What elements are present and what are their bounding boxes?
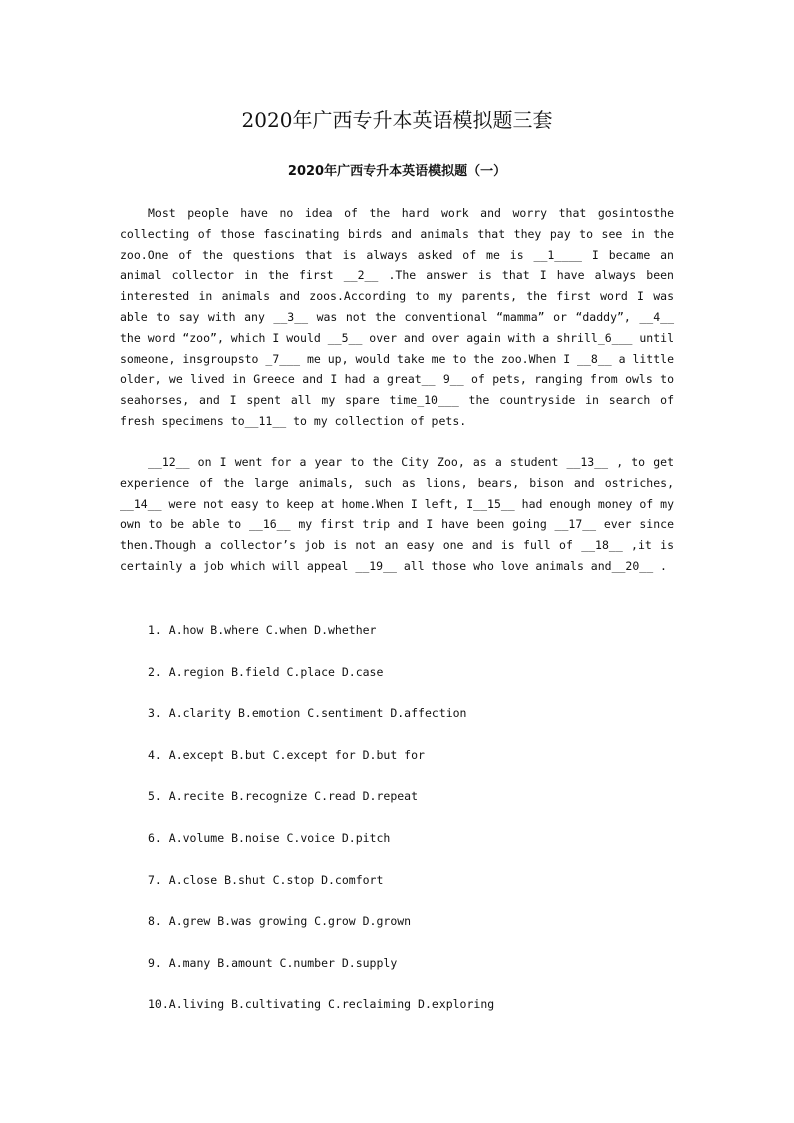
passage-paragraph-1: Most people have no idea of the hard work and worry that gosintosthe collecting of those fascinating birds and animals that they pay to see in the zoo.One of the questions that is always asked of me is __1____ I became an animal collector in the first __2__ .The answer is that I have always been interested in animals and zoos.According to my parents, the first word I was able to say with any __3__ was not the conventional “mamma” or “daddy”, __4__ the word “zoo”, which I would __5__ over and over again with a shrill_6___ until someone, insgroupsto _7___ me up, would take me to the zoo.When I __8__ a little older, we lived in Greece and I had a great__ 9__ of pets, ranging from owls to seahorses, and I spent all my spare time_10___ the countryside in search of fresh specimens to__11__ to my collection of pets. bbox=[120, 206, 674, 428]
option-item-3: 3. A.clarity B.emotion C.sentiment D.affection bbox=[148, 706, 467, 721]
document-title: 2020年广西专升本英语模拟题三套 bbox=[241, 108, 553, 132]
option-item-10: 10.A.living B.cultivating C.reclaiming D.exploring bbox=[148, 997, 495, 1012]
option-item-6: 6. A.volume B.noise C.voice D.pitch bbox=[148, 830, 391, 845]
option-item-5: 5. A.recite B.recognize C.read D.repeat bbox=[148, 789, 419, 804]
section-subtitle: 2020年广西专升本英语模拟题（一） bbox=[287, 164, 507, 179]
option-item-8: 8. A.grew B.was growing C.grow D.grown bbox=[148, 914, 412, 929]
answer-options-list bbox=[148, 620, 668, 1036]
option-item-1: 1. A.how B.where C.when D.whether bbox=[148, 623, 377, 637]
passage-paragraph-2: __12__ on I went for a year to the City Zoo, as a student __13__ , to get experience of the large animals, such as lions, bears, bison and ostriches, __14__ were not easy to keep at home.When I left, I__15__ had enough money of my own to be able to __16__ my first trip and I have been going __17__ ever since then.Though a collector’s job is not an easy one and is full of __18__ ,it is certainly a job which will appeal __19__ all those who love animals and__20__ . bbox=[120, 455, 674, 573]
option-item-4: 4. A.except B.but C.except for D.but for bbox=[148, 747, 425, 762]
option-item-9: 9. A.many B.amount C.number D.supply bbox=[148, 955, 398, 970]
option-item-2: 2. A.region B.field C.place D.case bbox=[148, 664, 384, 679]
option-item-7: 7. A.close B.shut C.stop D.comfort bbox=[148, 872, 384, 887]
